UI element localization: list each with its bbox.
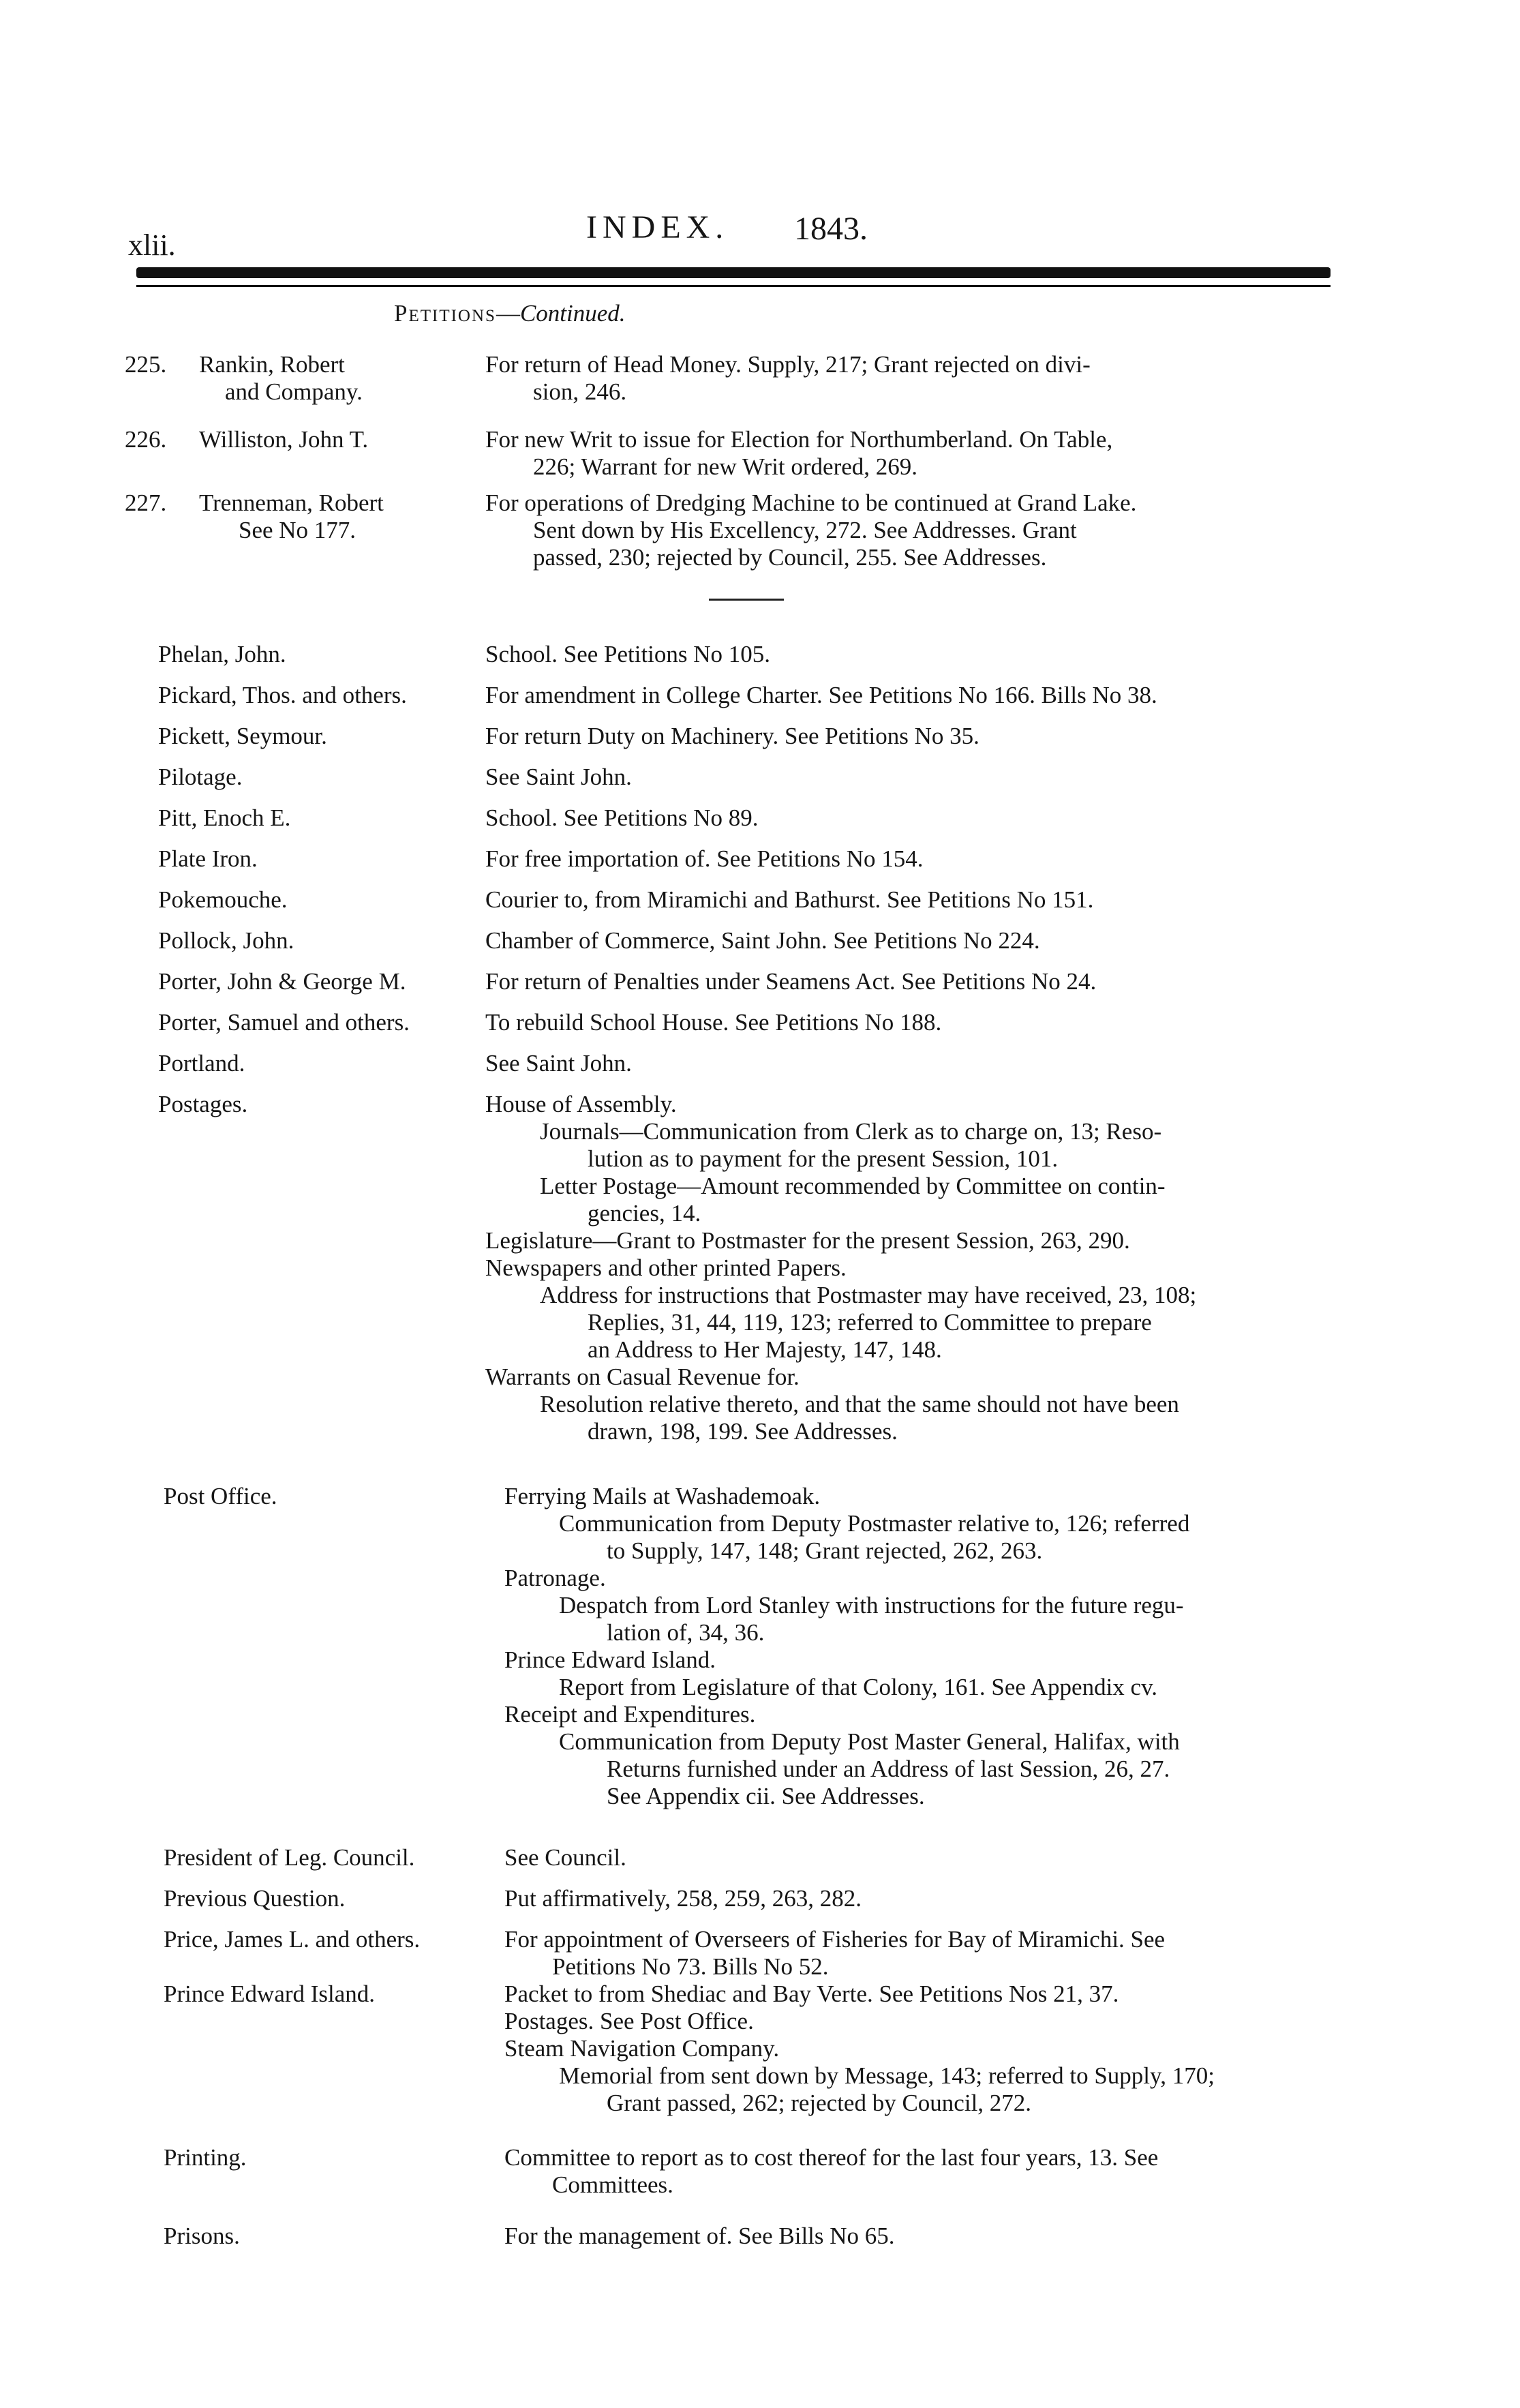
entry-name: Porter, Samuel and others. xyxy=(158,1009,410,1036)
entry-text-line: Journals—Communication from Clerk as to charge on, 13; Reso- xyxy=(540,1118,1162,1145)
entry-text-line: lution as to payment for the present Session, 101. xyxy=(588,1145,1059,1172)
entry-text-line: See Saint John. xyxy=(485,764,632,790)
entry-text-line: Courier to, from Miramichi and Bathurst. See Petitions No 151. xyxy=(485,886,1094,913)
section-name: Petitions xyxy=(394,300,496,327)
entry-text xyxy=(485,845,924,873)
entry-text-line: See Appendix cii. See Addresses. xyxy=(607,1783,925,1809)
entry-text-line: an Address to Her Majesty, 147, 148. xyxy=(588,1336,942,1363)
entry-name: Postages. xyxy=(158,1091,248,1117)
petitioner-name-line: and Company. xyxy=(225,378,363,405)
entry-text-line: Receipt and Expenditures. xyxy=(504,1701,756,1728)
petition-text-line: Sent down by His Excellency, 272. See Addresses. Grant xyxy=(533,517,1077,543)
entry-name: Phelan, John. xyxy=(158,641,286,667)
entry-text-line: For the management of. See Bills No 65. xyxy=(504,2223,895,2249)
entry-text-line: See Council. xyxy=(504,1844,626,1871)
petition-text xyxy=(485,351,1091,406)
petition-number: 227. xyxy=(125,490,167,516)
entry-name: Porter, John & George M. xyxy=(158,968,406,995)
petition-text-line: 226; Warrant for new Writ ordered, 269. xyxy=(533,453,918,480)
entry-text-line: Despatch from Lord Stanley with instructions for the future regu- xyxy=(559,1592,1184,1619)
running-title: INDEX. xyxy=(586,209,729,245)
entry-text-line: Put affirmatively, 258, 259, 263, 282. xyxy=(504,1885,862,1912)
entry-name: Printing. xyxy=(164,2144,247,2171)
entry-text-line: For return of Penalties under Seamens Act. See Petitions No 24. xyxy=(485,968,1097,995)
entry-text-line: Packet to from Shediac and Bay Verte. See Petitions Nos 21, 37. xyxy=(504,1981,1119,2007)
petitioner-name xyxy=(199,426,368,453)
header-rule-thin xyxy=(136,285,1331,287)
entry-text-line: To rebuild School House. See Petitions No 188. xyxy=(485,1009,942,1036)
petition-text-line: For operations of Dredging Machine to be continued at Grand Lake. xyxy=(485,490,1137,516)
entry-name: Plate Iron. xyxy=(158,845,258,872)
entry-text-line: Address for instructions that Postmaster may have received, 23, 108; xyxy=(540,1282,1197,1308)
petitioner-name-line: Trenneman, Robert xyxy=(199,490,384,516)
entry-text-line: Report from Legislature of that Colony, 161. See Appendix cv. xyxy=(559,1674,1158,1700)
petition-number: 226. xyxy=(125,426,167,453)
entry-text-line: Returns furnished under an Address of last Session, 26, 27. xyxy=(607,1756,1170,1782)
entry-name: Post Office. xyxy=(164,1483,277,1509)
entry-text xyxy=(504,2223,895,2250)
entry-text-line: Steam Navigation Company. xyxy=(504,2035,780,2062)
entry-text-line: Memorial from sent down by Message, 143; referred to Supply, 170; xyxy=(559,2062,1215,2089)
running-year: 1843. xyxy=(794,211,868,247)
entry-text-line: drawn, 198, 199. See Addresses. xyxy=(588,1418,898,1445)
page-number: xlii. xyxy=(128,228,176,262)
entry-text-line: Communication from Deputy Post Master General, Halifax, with xyxy=(559,1728,1180,1755)
entry-text xyxy=(485,1050,632,1077)
petitioner-name xyxy=(199,490,384,544)
entry-text xyxy=(504,1885,862,1912)
entry-name: Pickett, Seymour. xyxy=(158,723,327,749)
petitioner-name-line: Williston, John T. xyxy=(199,426,369,453)
entry-text-line: Legislature—Grant to Postmaster for the present Session, 263, 290. xyxy=(485,1227,1130,1254)
entry-text xyxy=(504,2144,1158,2199)
entry-text-line: For free importation of. See Petitions No 154. xyxy=(485,845,924,872)
petition-text xyxy=(485,426,1112,481)
entry-text-line: Patronage. xyxy=(504,1565,606,1591)
entry-text xyxy=(504,1844,626,1871)
entry-text xyxy=(504,1483,1189,1810)
entry-text xyxy=(485,641,770,668)
entry-name: Prince Edward Island. xyxy=(164,1981,376,2007)
entry-text-line: House of Assembly. xyxy=(485,1091,677,1117)
entry-text-line: Replies, 31, 44, 119, 123; referred to Committee to prepare xyxy=(588,1309,1152,1336)
entry-text xyxy=(485,1009,941,1036)
entry-text-line: Letter Postage—Amount recommended by Committee on contin- xyxy=(540,1173,1166,1199)
entry-text xyxy=(485,886,1093,914)
entry-text-line: Committees. xyxy=(552,2171,673,2198)
petition-text-line: For return of Head Money. Supply, 217; Grant rejected on divi- xyxy=(485,351,1091,378)
section-separator xyxy=(709,599,784,601)
entry-name: Pitt, Enoch E. xyxy=(158,804,291,831)
entry-text-line: School. See Petitions No 89. xyxy=(485,804,759,831)
entry-text-line: See Saint John. xyxy=(485,1050,632,1077)
entry-name: Prisons. xyxy=(164,2223,240,2249)
entry-text-line: Communication from Deputy Postmaster relative to, 126; referred xyxy=(559,1510,1190,1537)
entry-text-line: Chamber of Commerce, Saint John. See Petitions No 224. xyxy=(485,927,1040,954)
petition-text xyxy=(485,490,1136,571)
entry-text-line: For return Duty on Machinery. See Petitions No 35. xyxy=(485,723,979,749)
entry-text xyxy=(485,804,759,832)
entry-name: President of Leg. Council. xyxy=(164,1844,415,1871)
entry-text-line: Resolution relative thereto, and that the same should not have been xyxy=(540,1391,1179,1417)
petition-number: 225. xyxy=(125,351,167,378)
entry-text-line: For amendment in College Charter. See Petitions No 166. Bills No 38. xyxy=(485,682,1157,708)
entry-name: Portland. xyxy=(158,1050,245,1077)
entry-name: Pollock, John. xyxy=(158,927,294,954)
entry-text-line: lation of, 34, 36. xyxy=(607,1619,765,1646)
entry-text-line: Committee to report as to cost thereof for the last four years, 13. See xyxy=(504,2144,1159,2171)
section-continued: Continued. xyxy=(519,300,626,327)
petition-text-line: sion, 246. xyxy=(533,378,627,405)
entry-text-line: Petitions No 73. Bills No 52. xyxy=(552,1953,829,1980)
entry-text xyxy=(504,1926,1165,1981)
entry-text-line: Ferrying Mails at Washademoak. xyxy=(504,1483,821,1509)
entry-name: Pokemouche. xyxy=(158,886,288,913)
entry-text-line: School. See Petitions No 105. xyxy=(485,641,771,667)
header-rule-thick xyxy=(136,267,1331,278)
entry-text-line: Newspapers and other printed Papers. xyxy=(485,1254,847,1281)
petitioner-name-line: Rankin, Robert xyxy=(199,351,345,378)
entry-text-line: For appointment of Overseers of Fisheries for Bay of Miramichi. See xyxy=(504,1926,1166,1953)
entry-name: Previous Question. xyxy=(164,1885,346,1912)
entry-text xyxy=(485,723,979,750)
entry-text xyxy=(485,927,1040,954)
petition-text-line: For new Writ to issue for Election for Northumberland. On Table, xyxy=(485,426,1113,453)
entry-text-line: to Supply, 147, 148; Grant rejected, 262, 263. xyxy=(607,1537,1043,1564)
entry-name: Pickard, Thos. and others. xyxy=(158,682,407,708)
entry-text xyxy=(485,764,632,791)
entry-text xyxy=(485,968,1096,995)
petition-text-line: passed, 230; rejected by Council, 255. See Addresses. xyxy=(533,544,1047,571)
entry-text-line: Prince Edward Island. xyxy=(504,1646,716,1673)
entry-name: Price, James L. and others. xyxy=(164,1926,421,1953)
entry-text-line: Grant passed, 262; rejected by Council, 272. xyxy=(607,2090,1032,2116)
section-heading: Petitions—Continued. xyxy=(394,300,626,327)
entry-text xyxy=(485,682,1157,709)
petitioner-name xyxy=(199,351,363,406)
entry-text-line: Warrants on Casual Revenue for. xyxy=(485,1364,800,1390)
entry-text xyxy=(504,1981,1215,2117)
entry-text-line: Postages. See Post Office. xyxy=(504,2008,754,2034)
entry-text-line: gencies, 14. xyxy=(588,1200,701,1226)
entry-name: Pilotage. xyxy=(158,764,243,790)
petitioner-name-line: See No 177. xyxy=(239,517,356,543)
entry-text xyxy=(485,1091,1196,1445)
